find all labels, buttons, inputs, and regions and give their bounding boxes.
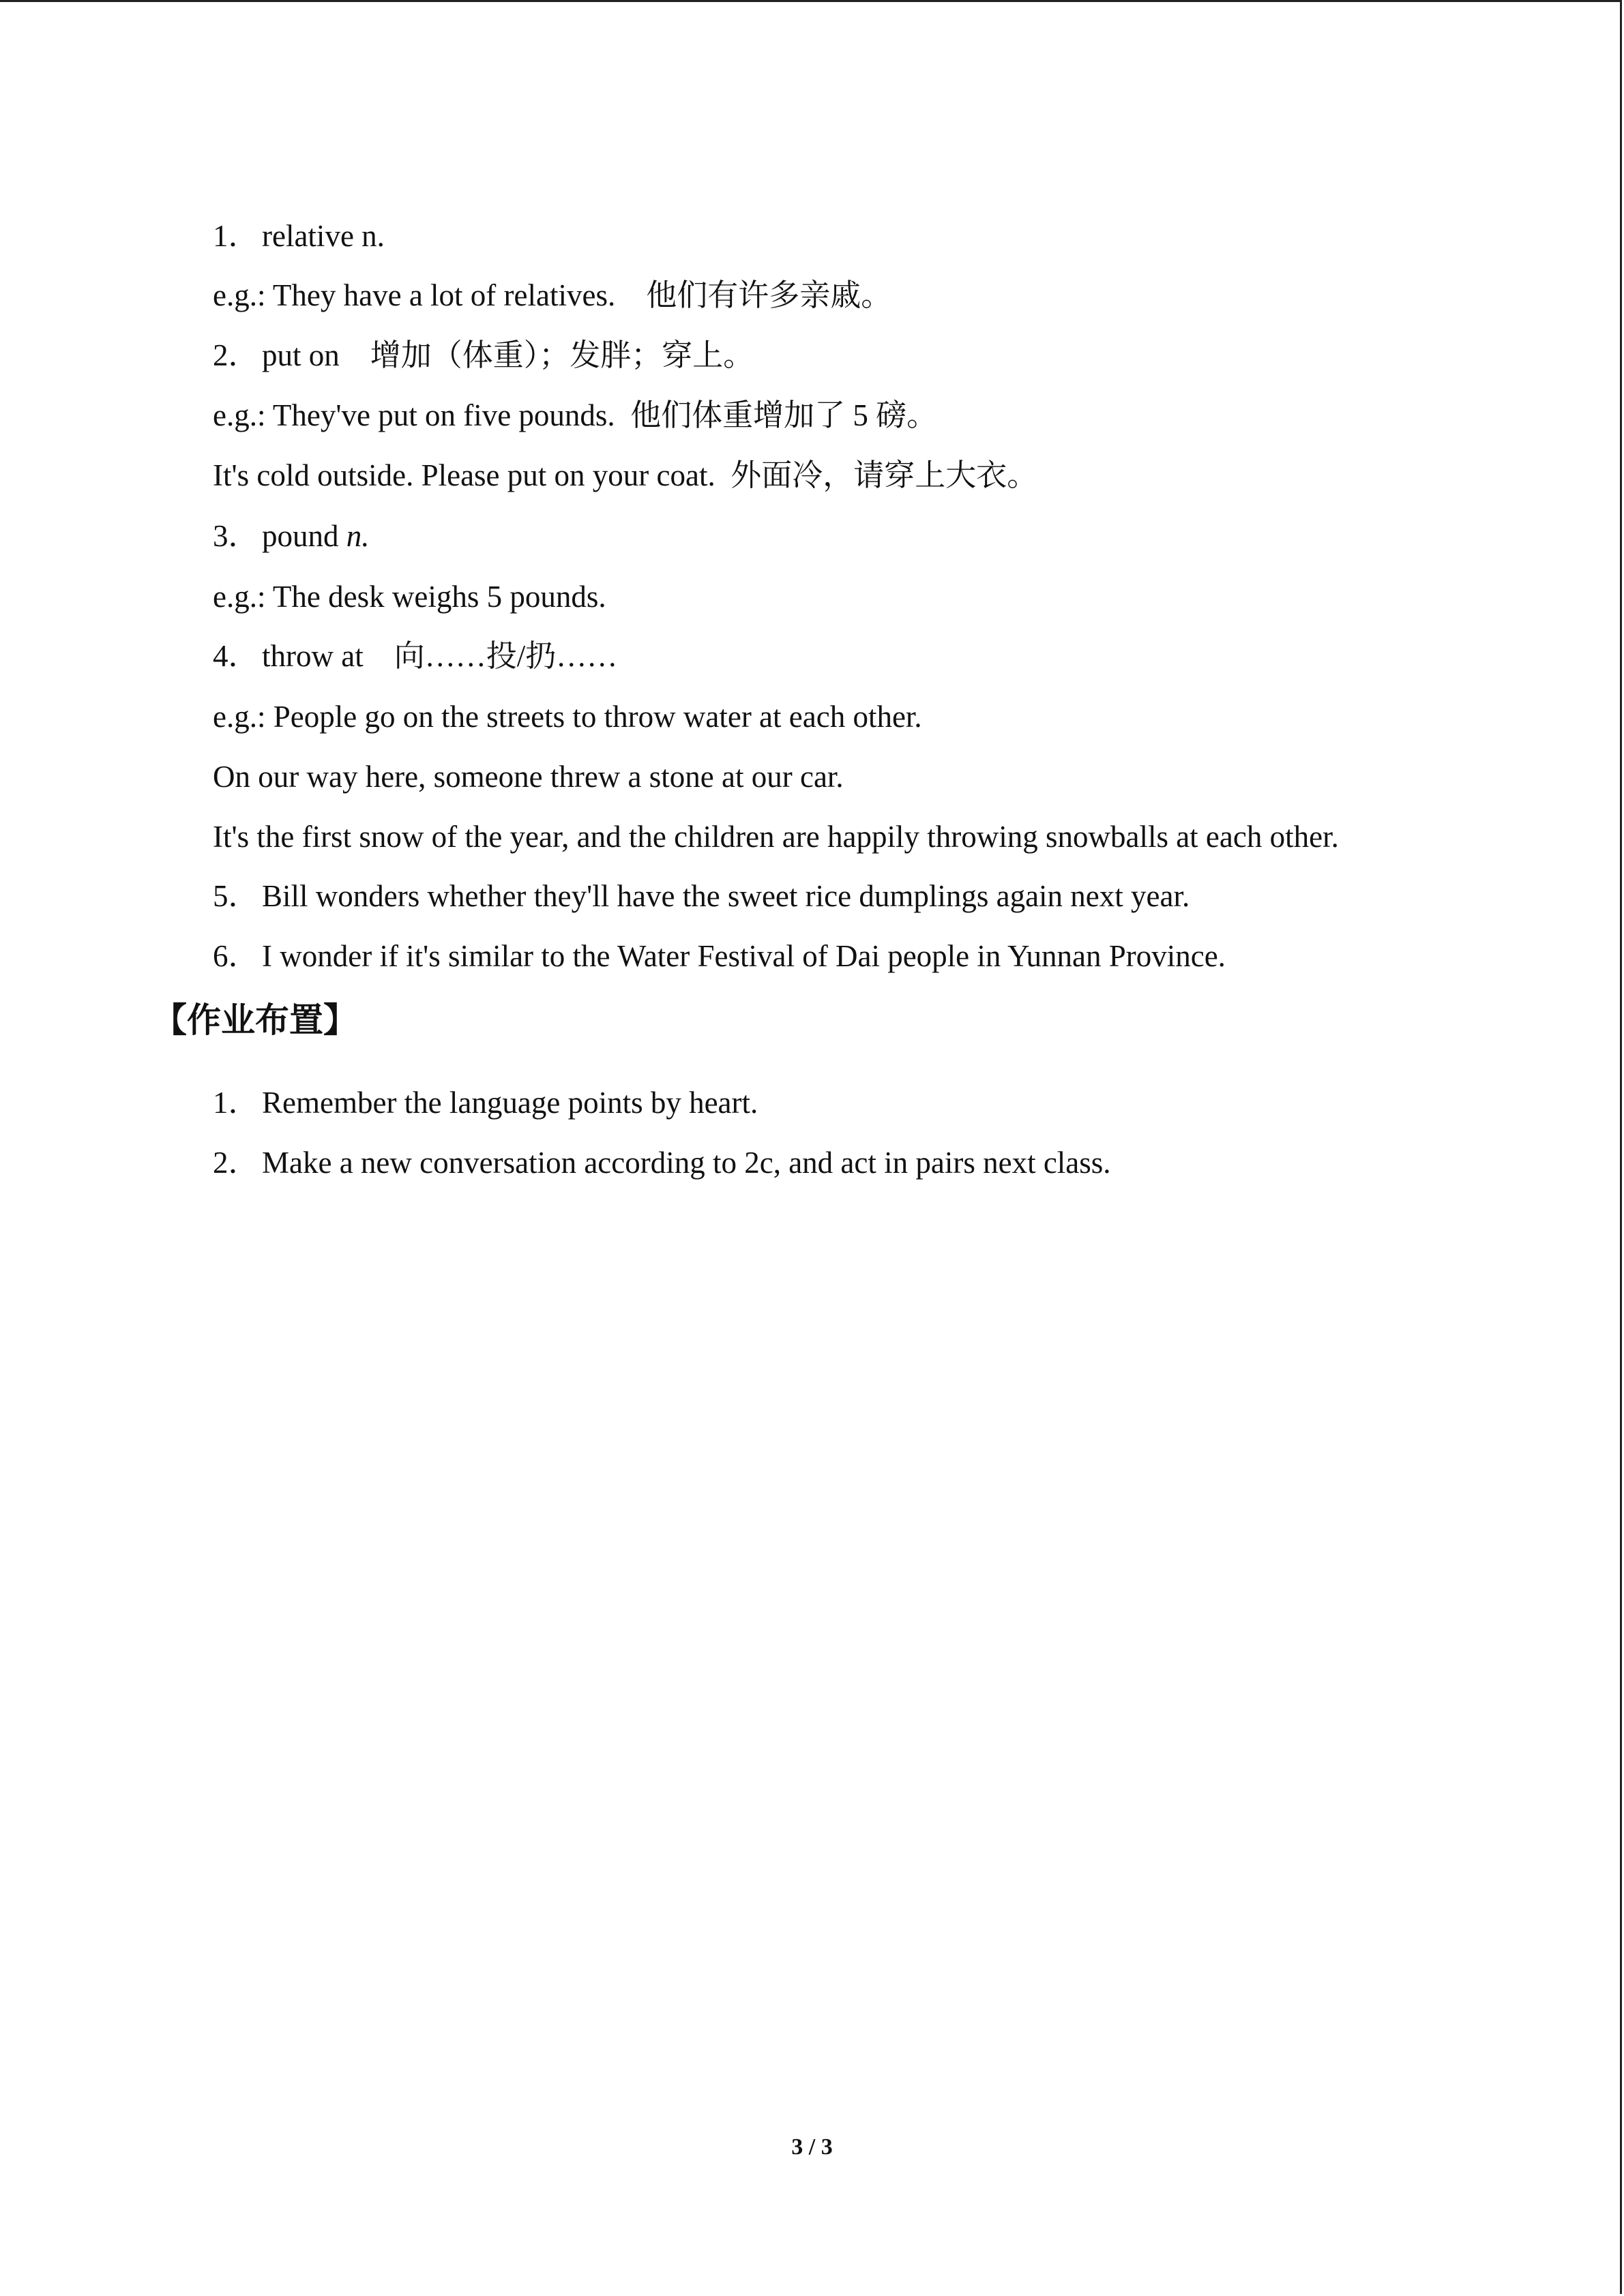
note-item-3-number: 3． — [213, 519, 259, 553]
homework-item-2 — [213, 1144, 1111, 1182]
note-item-4-example-1: e.g.: People go on the streets to throw water at each other. — [213, 700, 922, 734]
note-item-4-example-2: On our way here, someone threw a stone at our car. — [213, 760, 844, 794]
note-item-1-number: 1． — [213, 219, 259, 253]
note-item-6-text: I wonder if it's similar to the Water Festival of Dai people in Yunnan Province. — [262, 939, 1226, 973]
note-item-5-text: Bill wonders whether they'll have the sweet rice dumplings again next year. — [262, 879, 1190, 913]
homework-item-1 — [213, 1084, 758, 1122]
note-item-3 — [213, 517, 370, 555]
note-item-4-text: throw at 向……投/扔…… — [262, 639, 618, 673]
note-item-1-text: relative n. — [262, 219, 385, 253]
note-item-5 — [213, 877, 1190, 915]
note-item-3-part-of-speech: n. — [346, 519, 370, 553]
note-item-3-example: e.g.: The desk weighs 5 pounds. — [213, 580, 606, 614]
homework-item-2-text: Make a new conversation according to 2c, and act in pairs next class. — [262, 1146, 1111, 1180]
note-item-2 — [213, 336, 754, 374]
note-item-3-word: pound — [262, 519, 346, 553]
note-item-2-text: put on 增加（体重）；发胖；穿上。 — [262, 338, 754, 372]
note-item-1 — [213, 217, 385, 255]
homework-item-1-number: 1． — [213, 1086, 259, 1120]
note-item-4-number: 4． — [213, 639, 259, 673]
note-item-5-number: 5． — [213, 879, 259, 913]
note-item-6-number: 6． — [213, 939, 259, 973]
page-number: 3 / 3 — [791, 2134, 833, 2160]
note-item-6 — [213, 937, 1226, 975]
homework-heading: 【作业布置】 — [153, 1000, 357, 1040]
note-item-1-example: e.g.: They have a lot of relatives. 他们有许多亲戚。 — [213, 278, 892, 312]
homework-item-1-text: Remember the language points by heart. — [262, 1086, 758, 1120]
note-item-2-example-1: e.g.: They've put on five pounds. 他们体重增加了 5 磅。 — [213, 398, 938, 432]
note-item-4-example-3: It's the first snow of the year, and the children are happily throwing snowballs at each other. — [213, 820, 1339, 854]
homework-item-2-number: 2． — [213, 1146, 259, 1180]
note-item-2-example-2: It's cold outside. Please put on your coat. 外面冷，请穿上大衣。 — [213, 458, 1038, 492]
note-item-4 — [213, 637, 617, 675]
note-item-2-number: 2． — [213, 338, 259, 372]
